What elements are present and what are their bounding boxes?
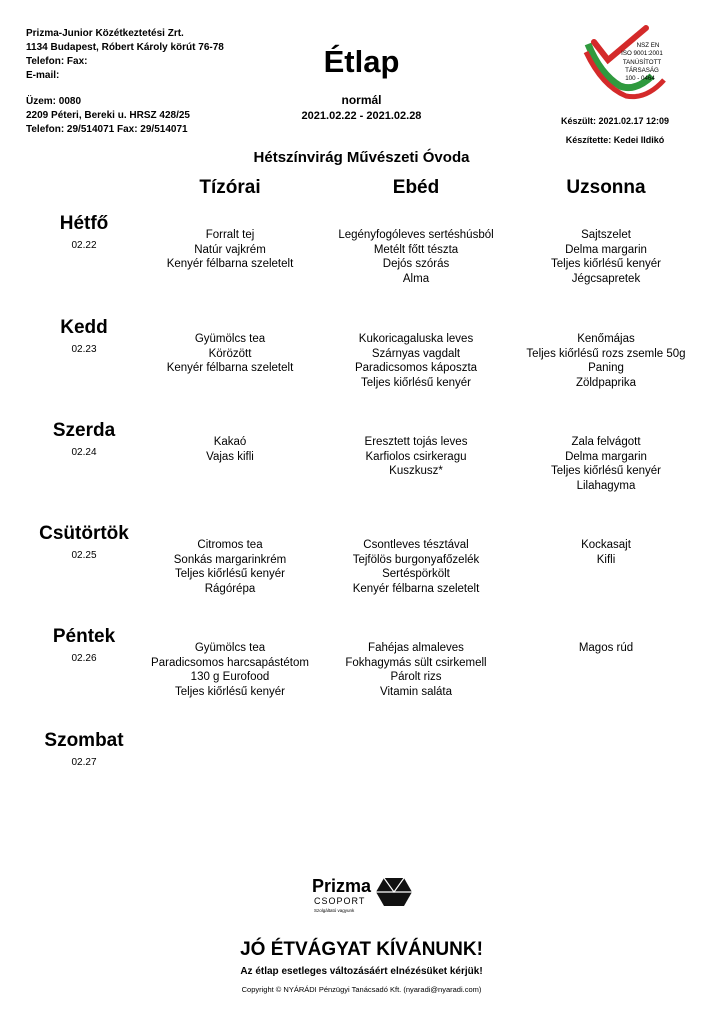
meal-item: Citromos tea (197, 539, 263, 551)
day-name: Péntek (52, 626, 116, 647)
meal-item: Legényfogóleves sertéshúsból (338, 229, 494, 241)
column-header-tizorai: Tízórai (199, 177, 261, 198)
meal-item: Kuszkusz* (389, 465, 443, 478)
meal-cell-ebed (316, 228, 516, 286)
day-name: Hétfő (59, 213, 109, 234)
column-header-uzsonna: Uzsonna (566, 177, 646, 198)
meal-cell-uzsonna (506, 538, 706, 567)
day-name: Kedd (60, 317, 108, 338)
meal-item: Vitamin saláta (379, 685, 453, 698)
menu-type: normál (341, 93, 382, 107)
meal-item: Teljes kiőrlésű kenyér (175, 568, 285, 581)
logo-tagline: Szolgáltató vagyunk (314, 908, 355, 913)
site-phone: Telefon: 29/514071 Fax: 29/514071 (26, 124, 188, 135)
day-5 (30, 729, 138, 768)
day-date: 02.24 (71, 447, 97, 458)
meal-item: Kenyér félbarna szeletelt (166, 258, 294, 271)
day-2 (30, 419, 138, 458)
meal-item: Szárnyas vagdalt (371, 347, 461, 360)
column-header-ebed: Ebéd (392, 177, 440, 198)
prizma-logo-graphic (300, 872, 440, 922)
meal-cell-ebed (316, 435, 516, 479)
meal-cell-tizorai (130, 435, 330, 464)
day-name: Szombat (44, 730, 124, 751)
meal-item: Alma (402, 272, 430, 285)
prizma-logo (300, 872, 440, 922)
meal-item: Teljes kiőrlésű kenyér (551, 465, 661, 478)
date-range: 2021.02.22 - 2021.02.28 (301, 110, 422, 122)
company-phone: Telefon: Fax: (26, 56, 88, 67)
site-unit: Üzem: 0080 (26, 96, 82, 107)
meal-cell-uzsonna (506, 332, 706, 390)
day-name: Szerda (52, 420, 116, 441)
meal-item: Kenőmájas (577, 333, 635, 345)
day-date: 02.25 (71, 550, 97, 561)
meal-item: Teljes kiőrlésű kenyér (361, 376, 471, 389)
meal-item: Kifli (596, 553, 616, 566)
meal-item: Kenyér félbarna szeletelt (166, 362, 294, 375)
meal-cell-tizorai (130, 538, 330, 596)
meal-item: Gyümölcs tea (194, 642, 266, 654)
company-name: Prizma-Junior Közétkeztetési Zrt. (26, 28, 184, 39)
meal-cell-uzsonna (506, 641, 706, 656)
meal-item: Kockasajt (581, 539, 631, 551)
meal-item: Delma margarin (565, 243, 647, 256)
day-date: 02.26 (71, 653, 97, 664)
meal-item: Delma margarin (565, 450, 647, 463)
meal-item: Teljes kiőrlésű kenyér (551, 258, 661, 271)
meal-item: Gyümölcs tea (194, 333, 266, 345)
created-by: Készítette: Kedei Ildikó (565, 135, 665, 145)
meal-item: Zöldpaprika (575, 376, 637, 389)
meal-item: Forralt tej (205, 229, 255, 241)
meal-item: Natúr vajkrém (194, 243, 266, 256)
meal-item: Magos rúd (578, 642, 634, 654)
meal-item: Tejfölös burgonyafőzelék (352, 553, 480, 566)
meal-item: Fokhagymás sült csirkemell (345, 656, 487, 669)
meal-item: Körözött (208, 347, 252, 360)
meal-cell-ebed (316, 641, 516, 699)
badge-line4: TÁRSASÁG (625, 67, 659, 74)
meal-item: Paradicsomos káposzta (354, 362, 478, 375)
meal-cell-ebed (316, 538, 516, 596)
meal-item: Teljes kiőrlésű kenyér (175, 685, 285, 698)
footer-slogan: JÓ ÉTVÁGYAT KÍVÁNUNK! (240, 939, 483, 960)
footer-notice: Az étlap esetleges változásáért elnézésüket kérjük! (240, 966, 483, 977)
company-email: E-mail: (26, 70, 60, 81)
meal-item: Paradicsomos harcsapástétom (151, 656, 309, 669)
day-date: 02.23 (71, 344, 97, 355)
footer-copyright: Copyright © NYÁRÁDI Pénzügyi Tanácsadó Kft. (nyaradi@nyaradi.com) (241, 985, 482, 994)
meal-cell-ebed (316, 332, 516, 390)
meal-item: Karfiolos csirkeragu (365, 450, 467, 463)
meal-item: Csontleves tésztával (363, 539, 469, 551)
meal-item: Eresztett tojás leves (364, 436, 468, 448)
day-3 (30, 522, 138, 561)
created-at: Készült: 2021.02.17 12:09 (560, 116, 670, 126)
meal-item: Vajas kifli (206, 450, 254, 463)
logo-word: Prizma (312, 876, 372, 896)
school-name: Hétszínvirág Művészeti Óvoda (253, 149, 470, 166)
meal-item: Kakaó (213, 436, 247, 448)
day-date: 02.27 (71, 757, 97, 768)
site-address: 2209 Péteri, Bereki u. HRSZ 428/25 (26, 110, 190, 121)
badge-line1: NSZ EN (636, 42, 660, 49)
meal-cell-tizorai (130, 641, 330, 699)
meal-cell-uzsonna (506, 228, 706, 286)
meal-item: Dejós szórás (382, 258, 450, 271)
meal-item: Rágórépa (204, 582, 256, 595)
meta-block (535, 112, 695, 150)
day-0 (30, 212, 138, 251)
meal-item: Sajtszelet (581, 229, 631, 241)
meal-cell-tizorai (130, 332, 330, 376)
company-address: 1134 Budapest, Róbert Károly körút 76-78 (26, 42, 224, 53)
meal-item: Jégcsapretek (571, 272, 641, 285)
meal-item: Metélt főtt tészta (373, 243, 459, 256)
meal-item: Párolt rizs (390, 671, 442, 684)
badge-line5: 100 - 0464 (625, 75, 655, 82)
meal-item: Zala felvágott (571, 436, 641, 448)
iso-certification-badge (580, 22, 672, 102)
meal-item: Kukoricagaluska leves (358, 333, 474, 345)
meal-cell-tizorai (130, 228, 330, 272)
meal-item: Teljes kiőrlésű rozs zsemle 50g (526, 347, 686, 360)
meal-item: Sertéspörkölt (382, 568, 450, 581)
logo-sub: CSOPORT (314, 896, 366, 906)
day-4 (30, 625, 138, 664)
meal-item: 130 g Eurofood (190, 671, 270, 684)
badge-line3: TANÚSÍTOTT (622, 59, 662, 66)
meal-item: Sonkás margarinkrém (173, 553, 287, 566)
page-title: Étlap (323, 44, 400, 79)
meal-item: Lilahagyma (576, 479, 636, 492)
day-1 (30, 316, 138, 355)
meal-item: Paning (588, 362, 624, 375)
meal-cell-uzsonna (506, 435, 706, 493)
day-date: 02.22 (71, 240, 97, 251)
badge-line2: ISO 9001:2001 (621, 50, 663, 57)
meal-item: Kenyér félbarna szeletelt (352, 582, 480, 595)
meal-item: Fahéjas almaleves (368, 642, 464, 654)
day-name: Csütörtök (39, 523, 129, 544)
